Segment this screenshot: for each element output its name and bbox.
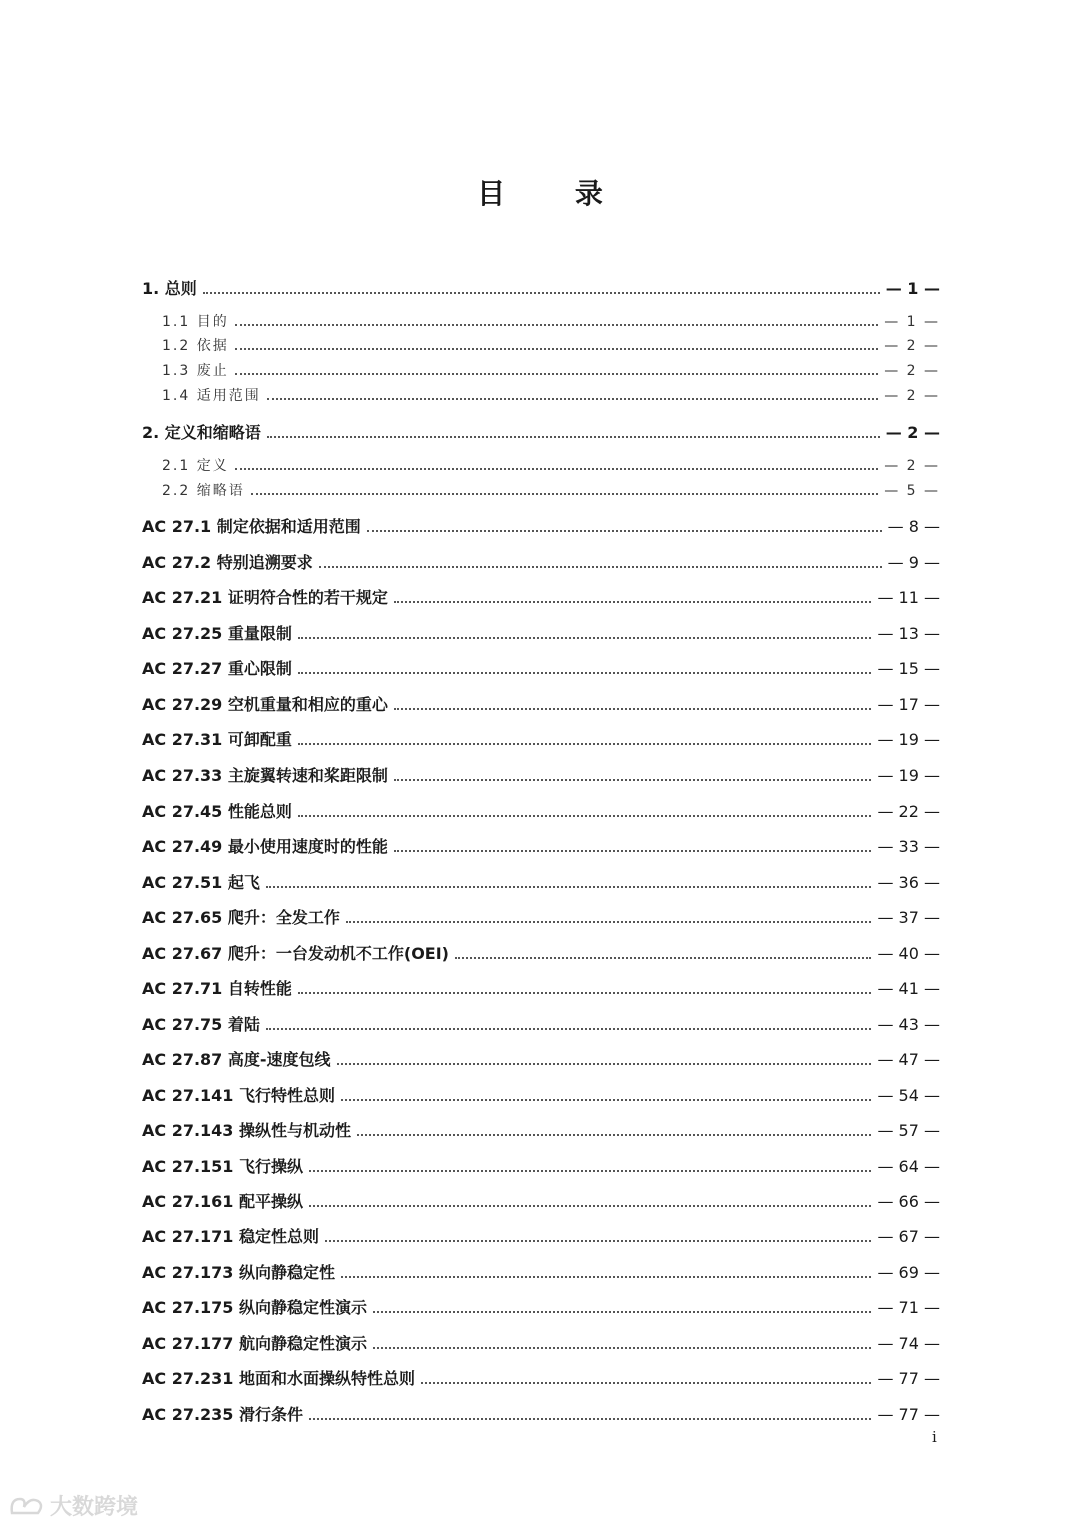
toc-entry[interactable] — [142, 621, 940, 644]
toc-entry-page: — 77 — — [877, 1405, 940, 1424]
toc-entry-page: — 57 — — [877, 1121, 940, 1140]
watermark-text: 大数跨境 — [50, 1495, 139, 1520]
toc-entry-page: — 1 — — [885, 279, 940, 298]
toc-entry-page: — 66 — — [877, 1192, 940, 1211]
dot-leader — [357, 1134, 871, 1136]
toc-entry-title: 1.3 废止 — [162, 363, 229, 379]
toc-entry-page: — 69 — — [877, 1263, 940, 1282]
toc-entry-title: AC 27.25 重量限制 — [142, 624, 292, 643]
toc-entry-page: — 43 — — [877, 1015, 940, 1034]
toc-entry[interactable] — [162, 335, 940, 355]
toc-entry-page: — 15 — — [877, 659, 940, 678]
dot-leader — [455, 957, 871, 959]
toc-entry-page: — 2 — — [884, 338, 940, 354]
dot-leader — [367, 530, 882, 532]
toc-entry-page: — 33 — — [877, 837, 940, 856]
toc-entry[interactable] — [142, 1012, 940, 1035]
toc-entry-page: — 67 — — [877, 1227, 940, 1246]
dot-leader — [235, 348, 878, 350]
toc-entry[interactable] — [142, 656, 940, 679]
dot-leader — [309, 1170, 871, 1172]
toc-entry-title: AC 27.75 着陆 — [142, 1015, 260, 1034]
toc-entry-page: — 64 — — [877, 1157, 940, 1176]
toc-entry-title: AC 27.45 性能总则 — [142, 802, 292, 821]
toc-entry[interactable] — [142, 1402, 940, 1425]
toc-entry[interactable] — [162, 480, 940, 500]
toc-entry[interactable] — [142, 692, 940, 715]
dot-leader — [309, 1205, 871, 1207]
toc-entry-title: AC 27.2 特别追溯要求 — [142, 553, 313, 572]
toc-entry-title: 1.4 适用范围 — [162, 388, 261, 404]
page-title: 目 录 — [477, 177, 633, 210]
dot-leader — [298, 815, 872, 817]
toc-entry-title: 2.1 定义 — [162, 458, 229, 474]
dot-leader — [267, 398, 878, 400]
toc-entry[interactable] — [142, 1260, 940, 1283]
toc-entry-page: — 9 — — [887, 553, 940, 572]
toc-entry-page: — 5 — — [884, 483, 940, 499]
toc-entry-page: — 77 — — [877, 1369, 940, 1388]
toc-entry[interactable] — [142, 834, 940, 857]
toc-entry[interactable] — [142, 1118, 940, 1141]
toc-entry-title: AC 27.67 爬升：一台发动机不工作(OEI) — [142, 944, 449, 963]
dot-leader — [337, 1063, 872, 1065]
toc-entry[interactable] — [142, 585, 940, 608]
toc-entry[interactable] — [142, 1224, 940, 1247]
toc-entry-title: AC 27.141 飞行特性总则 — [142, 1086, 336, 1105]
dot-leader — [235, 468, 878, 470]
toc-entry-page: — 1 — — [884, 314, 940, 330]
toc-entry-title: AC 27.231 地面和水面操纵特性总则 — [142, 1369, 416, 1388]
toc-entry[interactable] — [142, 976, 940, 999]
dot-leader — [319, 566, 882, 568]
dot-leader — [298, 992, 872, 994]
watermark-logo-icon — [8, 1493, 46, 1519]
toc-entry[interactable] — [142, 276, 940, 299]
toc-entry[interactable] — [142, 1331, 940, 1354]
toc-entry[interactable] — [162, 455, 940, 475]
toc-entry-title: AC 27.21 证明符合性的若干规定 — [142, 588, 388, 607]
toc-entry-page: — 36 — — [877, 873, 940, 892]
toc-entry-page: — 8 — — [887, 517, 940, 536]
dot-leader — [309, 1418, 871, 1420]
page-number: i — [932, 1428, 937, 1446]
dot-leader — [235, 373, 878, 375]
toc-entry-page: — 19 — — [877, 766, 940, 785]
toc-entry[interactable] — [142, 1366, 940, 1389]
toc-entry[interactable] — [162, 311, 940, 331]
toc-entry-title: AC 27.235 滑行条件 — [142, 1405, 304, 1424]
toc-entry-title: 1.2 依据 — [162, 338, 229, 354]
toc-entry-title: AC 27.161 配平操纵 — [142, 1192, 304, 1211]
dot-leader — [298, 637, 872, 639]
toc-entry-page: — 2 — — [884, 363, 940, 379]
toc-entry-title: AC 27.29 空机重量和相应的重心 — [142, 695, 388, 714]
toc-entry[interactable] — [142, 1083, 940, 1106]
toc-entry-title: AC 27.171 稳定性总则 — [142, 1227, 320, 1246]
toc-entry[interactable] — [142, 1295, 940, 1318]
dot-leader — [394, 850, 872, 852]
dot-leader — [298, 743, 872, 745]
dot-leader — [341, 1276, 871, 1278]
toc-entry[interactable] — [142, 1189, 940, 1212]
dot-leader — [346, 921, 872, 923]
dot-leader — [298, 672, 872, 674]
toc-entry[interactable] — [142, 420, 940, 443]
dot-leader — [421, 1382, 871, 1384]
toc-entry-page: — 71 — — [877, 1298, 940, 1317]
dot-leader — [266, 886, 872, 888]
toc-entry[interactable] — [162, 385, 940, 405]
toc-entry-page: — 2 — — [884, 458, 940, 474]
toc-entry-page: — 11 — — [877, 588, 940, 607]
toc-entry[interactable] — [142, 905, 940, 928]
toc-entry-title: AC 27.1 制定依据和适用范围 — [142, 517, 361, 536]
toc-entry-title: 1.1 目的 — [162, 314, 229, 330]
toc-entry-title: AC 27.87 高度-速度包线 — [142, 1050, 331, 1069]
toc-entry-title: AC 27.51 起飞 — [142, 873, 260, 892]
toc-entry-title: 2. 定义和缩略语 — [142, 423, 261, 442]
toc-entry-page: — 37 — — [877, 908, 940, 927]
toc-entry[interactable] — [142, 1154, 940, 1177]
toc-entry-title: AC 27.143 操纵性与机动性 — [142, 1121, 352, 1140]
toc-entry-title: 1. 总则 — [142, 279, 197, 298]
toc-entry-page: — 74 — — [877, 1334, 940, 1353]
toc-entry-page: — 19 — — [877, 730, 940, 749]
toc-entry-page: — 2 — — [885, 423, 940, 442]
dot-leader — [373, 1347, 871, 1349]
toc-entry-title: 2.2 缩略语 — [162, 483, 245, 499]
toc-entry[interactable] — [142, 941, 940, 964]
toc-entry-page: — 13 — — [877, 624, 940, 643]
dot-leader — [373, 1311, 871, 1313]
toc-entry[interactable] — [142, 799, 940, 822]
toc-entry-title: AC 27.71 自转性能 — [142, 979, 292, 998]
toc-entry-page: — 47 — — [877, 1050, 940, 1069]
toc-entry-title: AC 27.177 航向静稳定性演示 — [142, 1334, 368, 1353]
toc-entry-title: AC 27.65 爬升：全发工作 — [142, 908, 340, 927]
toc-entry[interactable] — [142, 550, 940, 573]
dot-leader — [325, 1240, 871, 1242]
watermark — [8, 1490, 138, 1521]
dot-leader — [251, 493, 878, 495]
dot-leader — [394, 601, 872, 603]
toc-entry-title: AC 27.27 重心限制 — [142, 659, 292, 678]
dot-leader — [267, 436, 880, 438]
toc-entry-page: — 41 — — [877, 979, 940, 998]
dot-leader — [394, 779, 872, 781]
toc-entry-page: — 17 — — [877, 695, 940, 714]
toc-entry-title: AC 27.151 飞行操纵 — [142, 1157, 304, 1176]
toc-entry-page: — 22 — — [877, 802, 940, 821]
toc-entry[interactable] — [142, 727, 940, 750]
dot-leader — [394, 708, 872, 710]
dot-leader — [266, 1028, 872, 1030]
toc-entry-page: — 40 — — [877, 944, 940, 963]
toc-entry[interactable] — [142, 763, 940, 786]
toc-entry[interactable] — [142, 870, 940, 893]
toc-entry-title: AC 27.173 纵向静稳定性 — [142, 1263, 336, 1282]
dot-leader — [341, 1099, 871, 1101]
toc-entry-title: AC 27.175 纵向静稳定性演示 — [142, 1298, 368, 1317]
toc-entry[interactable] — [162, 360, 940, 380]
toc-entry-title: AC 27.33 主旋翼转速和桨距限制 — [142, 766, 388, 785]
toc-entry-page: — 2 — — [884, 388, 940, 404]
dot-leader — [235, 324, 878, 326]
toc-entry-title: AC 27.49 最小使用速度时的性能 — [142, 837, 388, 856]
toc-entry-page: — 54 — — [877, 1086, 940, 1105]
toc-entry[interactable] — [142, 1047, 940, 1070]
toc-entry[interactable] — [142, 514, 940, 537]
dot-leader — [203, 292, 880, 294]
toc-entry-title: AC 27.31 可卸配重 — [142, 730, 292, 749]
